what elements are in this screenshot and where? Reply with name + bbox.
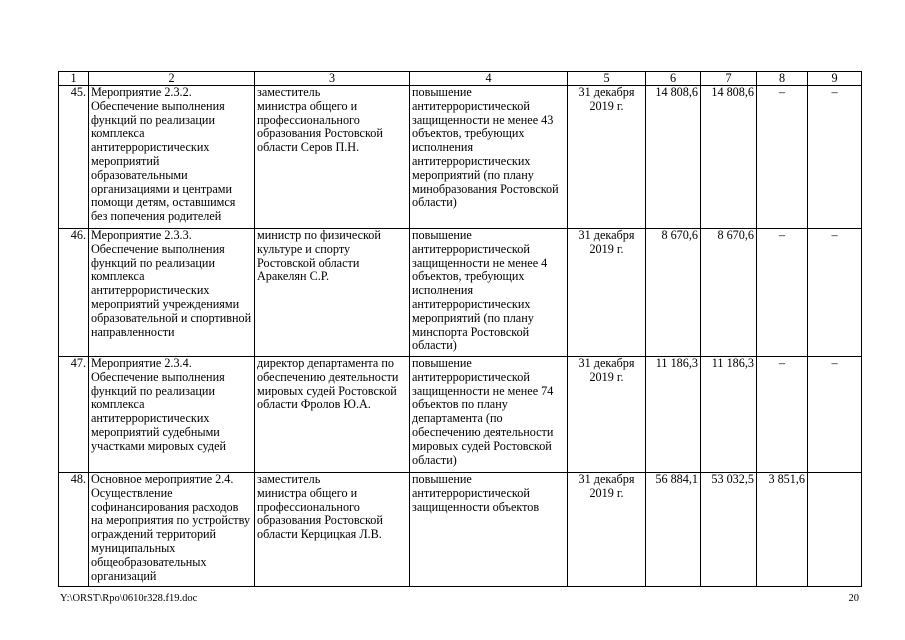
table-row [59, 86, 862, 229]
value-col9: – [808, 229, 862, 357]
value-col9 [808, 473, 862, 587]
executor-cell: заместитель министра общего и профессионального образования Ростовской области Серов П.Н. [255, 86, 410, 229]
row-number: 48. [59, 473, 89, 587]
table-row [59, 229, 862, 357]
value-col9: – [808, 357, 862, 473]
col-header: 6 [646, 72, 701, 86]
result-cell: повышение антитеррористической защищенности не менее 43 объектов, требующих исполнения антитеррористических мероприятий (по плану минобразования Ростовской области) [410, 86, 568, 229]
value-col9: – [808, 86, 862, 229]
date-cell: 31 декабря 2019 г. [568, 86, 646, 229]
value-col6: 11 186,3 [646, 357, 701, 473]
value-col7: 8 670,6 [701, 229, 757, 357]
executor-cell: заместитель министра общего и профессионального образования Ростовской области Керцицкая Л.В. [255, 473, 410, 587]
value-col8: – [757, 229, 808, 357]
value-col7: 11 186,3 [701, 357, 757, 473]
result-cell: повышение антитеррористической защищенности объектов [410, 473, 568, 587]
col-header: 9 [808, 72, 862, 86]
date-cell: 31 декабря 2019 г. [568, 357, 646, 473]
result-cell: повышение антитеррористической защищенности не менее 74 объектов по плану департамента (по обеспечению деятельности мировых судей Ростовской области) [410, 357, 568, 473]
event-cell: Мероприятие 2.3.3. Обеспечение выполнения функций по реализации комплекса антитеррористических мероприятий учреждениями образовательной и спортивной направленности [89, 229, 255, 357]
page-number: 20 [848, 593, 859, 604]
table-row [59, 357, 862, 473]
result-cell: повышение антитеррористической защищенности не менее 4 объектов, требующих исполнения антитеррористических мероприятий (по плану минспорта Ростовской области) [410, 229, 568, 357]
value-col6: 14 808,6 [646, 86, 701, 229]
table-row [59, 473, 862, 587]
row-number: 45. [59, 86, 89, 229]
event-cell: Мероприятие 2.3.2. Обеспечение выполнения функций по реализации комплекса антитеррористических мероприятий образовательными организациями и центрами помощи детям, оставшимся без попечения родителей [89, 86, 255, 229]
col-header: 8 [757, 72, 808, 86]
date-cell: 31 декабря 2019 г. [568, 229, 646, 357]
executor-cell: директор департамента по обеспечению деятельности мировых судей Ростовской области Фролов Ю.А. [255, 357, 410, 473]
col-header: 3 [255, 72, 410, 86]
value-col6: 8 670,6 [646, 229, 701, 357]
events-table [58, 71, 862, 587]
value-col8: 3 851,6 [757, 473, 808, 587]
col-header: 5 [568, 72, 646, 86]
row-number: 46. [59, 229, 89, 357]
row-number: 47. [59, 357, 89, 473]
col-header: 4 [410, 72, 568, 86]
col-header: 2 [89, 72, 255, 86]
column-number-row [59, 72, 862, 86]
col-header: 7 [701, 72, 757, 86]
value-col7: 14 808,6 [701, 86, 757, 229]
document-path: Y:\ORST\Rpo\0610r328.f19.doc [60, 593, 198, 604]
event-cell: Основное мероприятие 2.4. Осуществление софинансирования расходов на мероприятия по устройству ограждений территорий муниципальных общеобразовательных организаций [89, 473, 255, 587]
executor-cell: министр по физической культуре и спорту Ростовской области Аракелян С.Р. [255, 229, 410, 357]
event-cell: Мероприятие 2.3.4. Обеспечение выполнения функций по реализации комплекса антитеррористических мероприятий судебными участками мировых судей [89, 357, 255, 473]
value-col7: 53 032,5 [701, 473, 757, 587]
value-col8: – [757, 86, 808, 229]
value-col6: 56 884,1 [646, 473, 701, 587]
date-cell: 31 декабря 2019 г. [568, 473, 646, 587]
col-header: 1 [59, 72, 89, 86]
value-col8: – [757, 357, 808, 473]
